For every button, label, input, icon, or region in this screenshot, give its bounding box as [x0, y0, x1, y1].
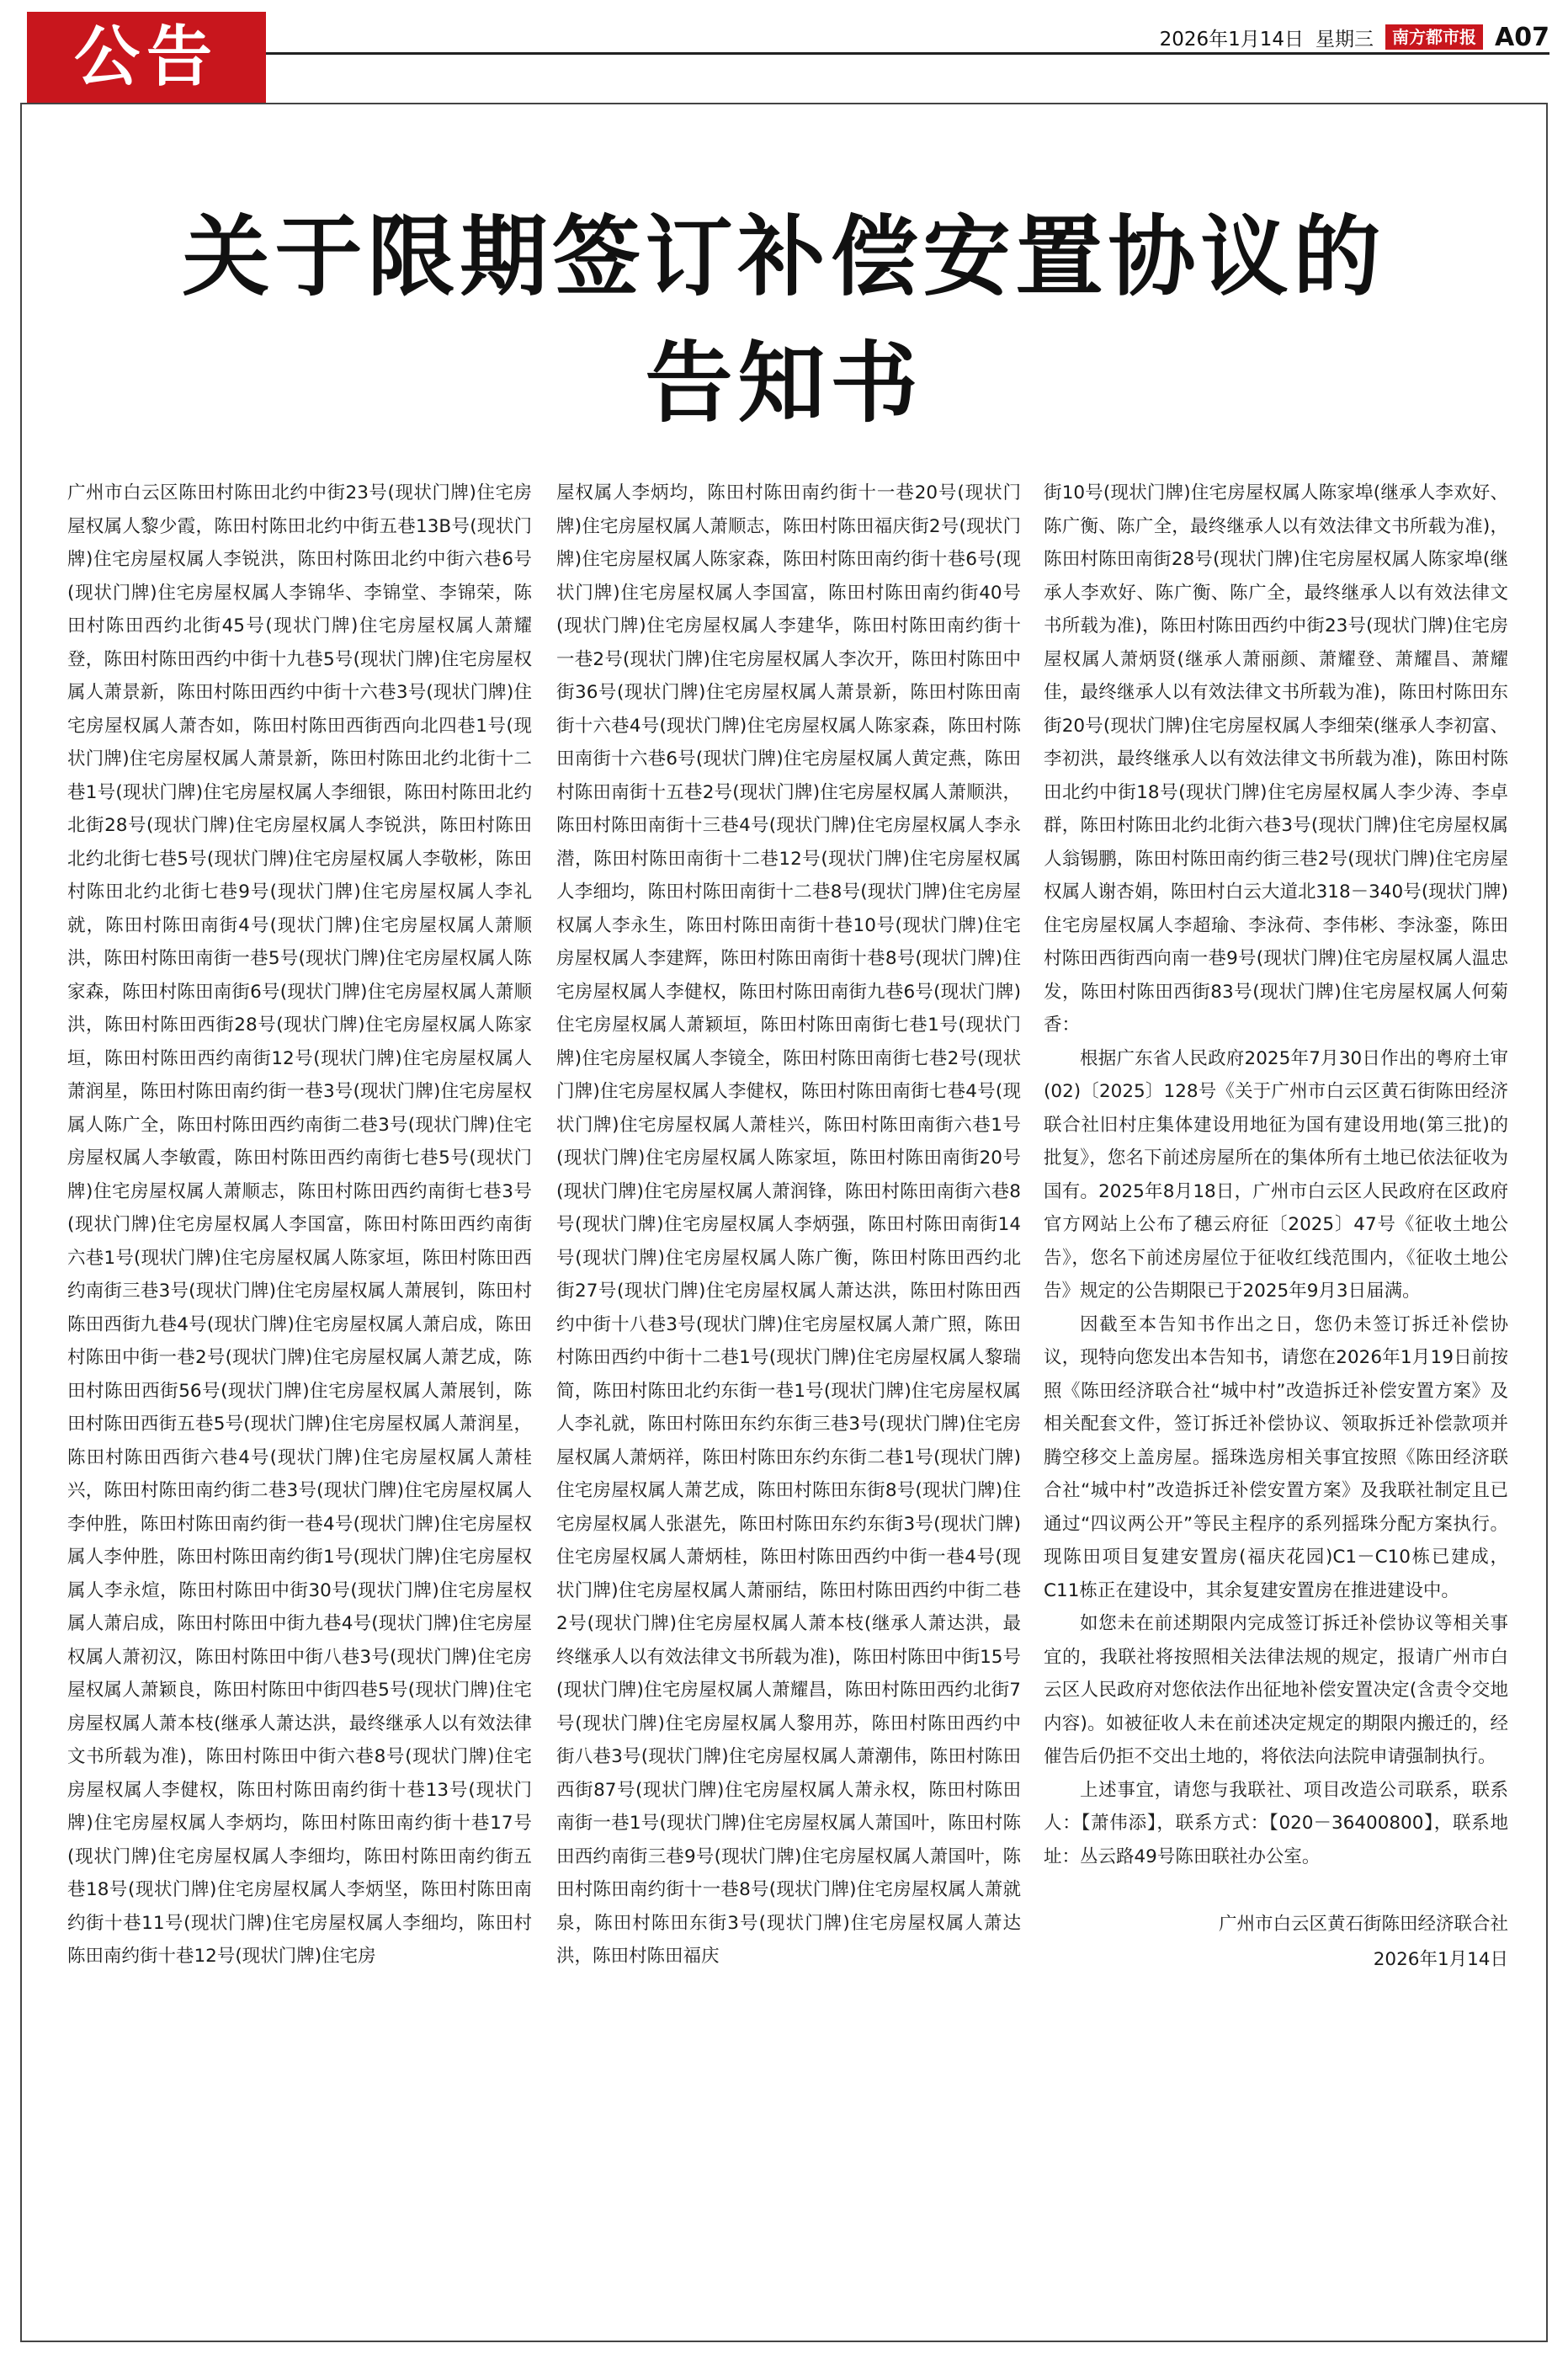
title-line-2: 告知书 — [645, 331, 923, 434]
body-paragraph: 如您未在前述期限内完成签订拆迁补偿协议等相关事宜的，我联社将按照相关法律法规的规定，报请广州市白云区人民政府对您依法作出征地补偿安置决定(含责令交地内容)。如被征收人未在前述决定规定的期限内搬迁的，经催告后仍拒不交出土地的，将依法向法院申请强制执行。 — [1044, 1613, 1508, 1767]
notice-title — [20, 194, 1548, 446]
body-column-2 — [556, 477, 1021, 1973]
body-paragraph: 屋权属人李炳均，陈田村陈田南约街十一巷20号(现状门牌)住宅房屋权属人萧顺志，陈田村陈田福庆街2号(现状门牌)住宅房屋权属人陈家森，陈田村陈田南约街十巷6号(现状门牌)住宅房屋权属人李国富，陈田村陈田南约街40号(现状门牌)住宅房屋权属人李建华，陈田村陈田南约街十一巷2号(现状门牌)住宅房屋权属人李次开，陈田村陈田中街36号(现状门牌)住宅房屋权属人萧景新，陈田村陈田南街十六巷4号(现状门牌)住宅房屋权属人陈家森，陈田村陈田南街十六巷6号(现状门牌)住宅房屋权属人黄定燕，陈田村陈田南街十五巷2号(现状门牌)住宅房屋权属人萧顺洪，陈田村陈田南街十三巷4号(现状门牌)住宅房屋权属人李永潜，陈田村陈田南街十二巷12号(现状门牌)住宅房屋权属人李细均，陈田村陈田南街十二巷8号(现状门牌)住宅房屋权属人李永生，陈田村陈田南街十巷10号(现状门牌)住宅房屋权属人李建辉，陈田村陈田南街十巷8号(现状门牌)住宅房屋权属人李健权，陈田村陈田南街九巷6号(现状门牌)住宅房屋权属人萧颖垣，陈田村陈田南街七巷1号(现状门牌)住宅房屋权属人李镜全，陈田村陈田南街七巷2号(现状门牌)住宅房屋权属人李健权，陈田村陈田南街七巷4号(现状门牌)住宅房屋权属人萧桂兴，陈田村陈田南街六巷1号(现状门牌)住宅房屋权属人陈家垣，陈田村陈田南街20号(现状门牌)住宅房屋权属人萧润锋，陈田村陈田南街六巷8号(现状门牌)住宅房屋权属人李炳强，陈田村陈田南街14号(现状门牌)住宅房屋权属人陈广衡，陈田村陈田西约北街27号(现状门牌)住宅房屋权属人萧达洪，陈田村陈田西约中街十八巷3号(现状门牌)住宅房屋权属人萧广照，陈田村陈田西约中街十二巷1号(现状门牌)住宅房屋权属人黎瑞简，陈田村陈田北约东街一巷1号(现状门牌)住宅房屋权属人李礼就，陈田村陈田东约东街三巷3号(现状门牌)住宅房屋权属人萧炳祥，陈田村陈田东约东街二巷1号(现状门牌)住宅房屋权属人萧艺成，陈田村陈田东街8号(现状门牌)住宅房屋权属人张湛先，陈田村陈田东约东街3号(现状门牌)住宅房屋权属人萧炳桂，陈田村陈田西约中街一巷4号(现状门牌)住宅房屋权属人萧丽结，陈田村陈田西约中街二巷2号(现状门牌)住宅房屋权属人萧本枝(继承人萧达洪，最终继承人以有效法律文书所载为准)，陈田村陈田中街15号(现状门牌)住宅房屋权属人萧耀昌，陈田村陈田西约北街7号(现状门牌)住宅房屋权属人黎用苏，陈田村陈田西约中街八巷3号(现状门牌)住宅房屋权属人萧潮伟，陈田村陈田西街87号(现状门牌)住宅房屋权属人萧永权，陈田村陈田南街一巷1号(现状门牌)住宅房屋权属人萧国叶，陈田村陈田西约南街三巷9号(现状门牌)住宅房屋权属人萧国叶，陈田村陈田南约街十一巷8号(现状门牌)住宅房屋权属人萧就泉，陈田村陈田东街3号(现状门牌)住宅房屋权属人萧达洪，陈田村陈田福庆 — [556, 482, 1021, 1967]
masthead — [1160, 22, 1549, 52]
body-paragraph: 因截至本告知书作出之日，您仍未签订拆迁补偿协议，现特向您发出本告知书，请您在2026年1月19日前按照《陈田经济联合社“城中村”改造拆迁补偿安置方案》及相关配套文件，签订拆迁补偿协议、领取拆迁补偿款项并腾空移交上盖房屋。摇珠选房相关事宜按照《陈田经济联合社“城中村”改造拆迁补偿安置方案》及我联社制定且已通过“四议两公开”等民主程序的系列摇珠分配方案执行。现陈田项目复建安置房(福庆花园)C1－C10栋已建成，C11栋正在建设中，其余复建安置房在推进建设中。 — [1044, 1313, 1508, 1601]
header-rule — [266, 52, 1549, 55]
body-column-1 — [67, 477, 532, 1973]
body-paragraph: 根据广东省人民政府2025年7月30日作出的粤府土审(02)〔2025〕128号《关于广州市白云区黄石街陈田经济联合社旧村庄集体建设用地征为国有建设用地(第三批)的批复》，您名下前述房屋所在的集体所有土地已依法征收为国有。2025年8月18日，广州市白云区人民政府在区政府官方网站上公布了穗云府征〔2025〕47号《征收土地公告》，您名下前述房屋位于征收红线范围内，《征收土地公告》规定的公告期限已于2025年9月3日届满。 — [1044, 1047, 1508, 1302]
body-column-3 — [1044, 477, 1508, 1978]
body-paragraph: 上述事宜，请您与我联社、项目改造公司联系，联系人：【萧伟添】，联系方式：【020－36400800】，联系地址：丛云路49号陈田联社办公室。 — [1044, 1779, 1508, 1867]
body-paragraph: 广州市白云区陈田村陈田北约中街23号(现状门牌)住宅房屋权属人黎少霞，陈田村陈田北约中街五巷13B号(现状门牌)住宅房屋权属人李锐洪，陈田村陈田北约中街六巷6号(现状门牌)住宅房屋权属人李锦华、李锦堂、李锦荣，陈田村陈田西约北街45号(现状门牌)住宅房屋权属人萧耀登，陈田村陈田西约中街十九巷5号(现状门牌)住宅房屋权属人萧景新，陈田村陈田西约中街十六巷3号(现状门牌)住宅房屋权属人萧杏如，陈田村陈田西街西向北四巷1号(现状门牌)住宅房屋权属人萧景新，陈田村陈田北约北街十二巷1号(现状门牌)住宅房屋权属人李细银，陈田村陈田北约北街28号(现状门牌)住宅房屋权属人李锐洪，陈田村陈田北约北街七巷5号(现状门牌)住宅房屋权属人李敬彬，陈田村陈田北约北街七巷9号(现状门牌)住宅房屋权属人李礼就，陈田村陈田南街4号(现状门牌)住宅房屋权属人萧顺洪，陈田村陈田南街一巷5号(现状门牌)住宅房屋权属人陈家森，陈田村陈田南街6号(现状门牌)住宅房屋权属人萧顺洪，陈田村陈田西街28号(现状门牌)住宅房屋权属人陈家垣，陈田村陈田西约南街12号(现状门牌)住宅房屋权属人萧润星，陈田村陈田南约街一巷3号(现状门牌)住宅房屋权属人陈广全，陈田村陈田西约南街二巷3号(现状门牌)住宅房屋权属人李敏霞，陈田村陈田西约南街七巷5号(现状门牌)住宅房屋权属人萧顺志，陈田村陈田西约南街七巷3号(现状门牌)住宅房屋权属人李国富，陈田村陈田西约南街六巷1号(现状门牌)住宅房屋权属人陈家垣，陈田村陈田西约南街三巷3号(现状门牌)住宅房屋权属人萧展钊，陈田村陈田西街九巷4号(现状门牌)住宅房屋权属人萧启成，陈田村陈田中街一巷2号(现状门牌)住宅房屋权属人萧艺成，陈田村陈田西街56号(现状门牌)住宅房屋权属人萧展钊，陈田村陈田西街五巷5号(现状门牌)住宅房屋权属人萧润星，陈田村陈田西街六巷4号(现状门牌)住宅房屋权属人萧桂兴，陈田村陈田南约街二巷3号(现状门牌)住宅房屋权属人李仲胜，陈田村陈田南约街一巷4号(现状门牌)住宅房屋权属人李仲胜，陈田村陈田南约街1号(现状门牌)住宅房屋权属人李永煊，陈田村陈田中街30号(现状门牌)住宅房屋权属人萧启成，陈田村陈田中街九巷4号(现状门牌)住宅房屋权属人萧初汉，陈田村陈田中街八巷3号(现状门牌)住宅房屋权属人萧颖良，陈田村陈田中街四巷5号(现状门牌)住宅房屋权属人萧本枝(继承人萧达洪，最终继承人以有效法律文书所载为准)，陈田村陈田中街六巷8号(现状门牌)住宅房屋权属人李健权，陈田村陈田南约街十巷13号(现状门牌)住宅房屋权属人李炳均，陈田村陈田南约街十巷17号(现状门牌)住宅房屋权属人李细均，陈田村陈田南约街五巷18号(现状门牌)住宅房屋权属人李炳坚，陈田村陈田南约街十巷11号(现状门牌)住宅房屋权属人李细均，陈田村陈田南约街十巷12号(现状门牌)住宅房 — [67, 482, 532, 1967]
body-paragraph: 街10号(现状门牌)住宅房屋权属人陈家埠(继承人李欢好、陈广衡、陈广全，最终继承人以有效法律文书所载为准)，陈田村陈田南街28号(现状门牌)住宅房屋权属人陈家埠(继承人李欢好、陈广衡、陈广全，最终继承人以有效法律文书所载为准)，陈田村陈田西约中街23号(现状门牌)住宅房屋权属人萧炳贤(继承人萧丽颜、萧耀登、萧耀昌、萧耀佳，最终继承人以有效法律文书所载为准)，陈田村陈田东街20号(现状门牌)住宅房屋权属人李细荣(继承人李初富、李初洪，最终继承人以有效法律文书所载为准)，陈田村陈田北约中街18号(现状门牌)住宅房屋权属人李少涛、李卓群，陈田村陈田北约北街六巷3号(现状门牌)住宅房屋权属人翁锡鹏，陈田村陈田南约街三巷2号(现状门牌)住宅房屋权属人谢杏娟，陈田村白云大道北318－340号(现状门牌)住宅房屋权属人李超瑜、李泳荷、李伟彬、李泳銮，陈田村陈田西街西向南一巷9号(现状门牌)住宅房屋权属人温忠发，陈田村陈田西街83号(现状门牌)住宅房屋权属人何菊香： — [1044, 482, 1508, 1036]
newspaper-logo: 南方都市报 — [1385, 24, 1483, 50]
issuer-name: 广州市白云区黄石街陈田经济联合社 — [1218, 1914, 1508, 1935]
issue-date: 2026年1月14日 — [1159, 28, 1305, 51]
page-number: A07 — [1495, 22, 1549, 52]
issue-date-signature: 2026年1月14日 — [1373, 1949, 1508, 1970]
section-label-tag: 公告 — [27, 12, 266, 103]
title-line-1: 关于限期签订补偿安置协议的 — [182, 205, 1386, 308]
issue-weekday: 星期三 — [1316, 28, 1374, 51]
signature-block — [1044, 1907, 1508, 1978]
